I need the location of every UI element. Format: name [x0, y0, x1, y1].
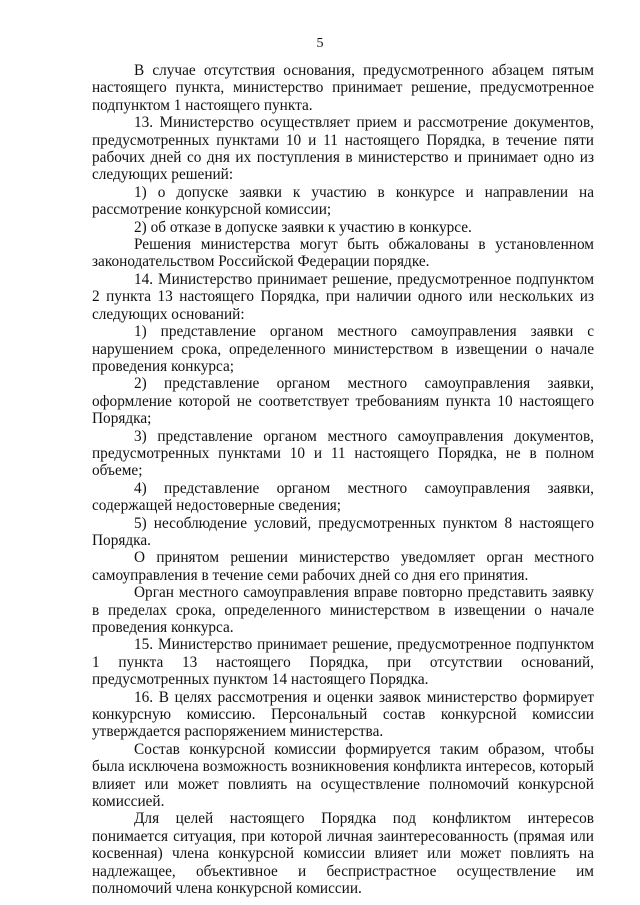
paragraph: 13. Министерство осуществляет прием и рассмотрение документов, предусмотренных пунктами 10 и 11 настоящего Порядка, в течение пяти рабочих дней со дня их поступления в министерство и принимает одно из следующих решений: — [92, 114, 594, 184]
document-body — [92, 62, 594, 898]
paragraph: 1) представление органом местного самоуправления заявки с нарушением срока, определенного министерством в извещении о начале проведения конкурса; — [92, 323, 594, 375]
paragraph: 2) представление органом местного самоуправления заявки, оформление которой не соответствует требованиям пункта 10 настоящего Порядка; — [92, 375, 594, 428]
paragraph: В случае отсутствия основания, предусмотренного абзацем пятым настоящего пункта, министерство принимает решение, предусмотренное подпунктом 1 настоящего пункта. — [92, 62, 594, 114]
paragraph: Решения министерства могут быть обжалованы в установленном законодательством Российской Федерации порядке. — [92, 236, 594, 271]
page-number: 5 — [316, 36, 324, 51]
paragraph: Состав конкурсной комиссии формируется таким образом, чтобы была исключена возможность возникновения конфликта интересов, который влияет или может повлиять на осуществление полномочий конкурсной комиссией. — [92, 740, 594, 811]
paragraph: 14. Министерство принимает решение, предусмотренное подпунктом 2 пункта 13 настоящего Порядка, при наличии одного или нескольких из следующих оснований: — [92, 270, 594, 323]
paragraph: 15. Министерство принимает решение, предусмотренное подпунктом 1 пункта 13 настоящего Порядка, при отсутствии оснований, предусмотренных пунктом 14 настоящего Порядка. — [92, 636, 594, 689]
paragraph: 16. В целях рассмотрения и оценки заявок министерство формирует конкурсную комиссию. Персональный состав конкурсной комиссии утверждается распоряжением министерства. — [92, 688, 594, 741]
paragraph: Для целей настоящего Порядка под конфликтом интересов понимается ситуация, при которой личная заинтересованность (прямая или косвенная) члена конкурсной комиссии влияет или может повлиять на надлежащее, объективное и беспристрастное осуществление им полномочий члена конкурсной комиссии. — [92, 810, 594, 898]
paragraph: 1) о допуске заявки к участию в конкурсе и направлении на рассмотрение конкурсной комиссии; — [92, 183, 594, 219]
paragraph: 5) несоблюдение условий, предусмотренных пунктом 8 настоящего Порядка. — [92, 514, 594, 549]
paragraph: 3) представление органом местного самоуправления документов, предусмотренных пунктами 10 и 11 настоящего Порядка, не в полном объеме; — [92, 427, 594, 480]
paragraph: 2) об отказе в допуске заявки к участию в конкурсе. — [134, 218, 472, 236]
paragraph: 4) представление органом местного самоуправления заявки, содержащей недостоверные сведения; — [92, 479, 594, 515]
paragraph: О принятом решении министерство уведомляет орган местного самоуправления в течение семи рабочих дней со дня его принятия. — [92, 549, 594, 584]
paragraph: Орган местного самоуправления вправе повторно представить заявку в пределах срока, определенного министерством в извещении о начале проведения конкурса. — [92, 584, 594, 636]
